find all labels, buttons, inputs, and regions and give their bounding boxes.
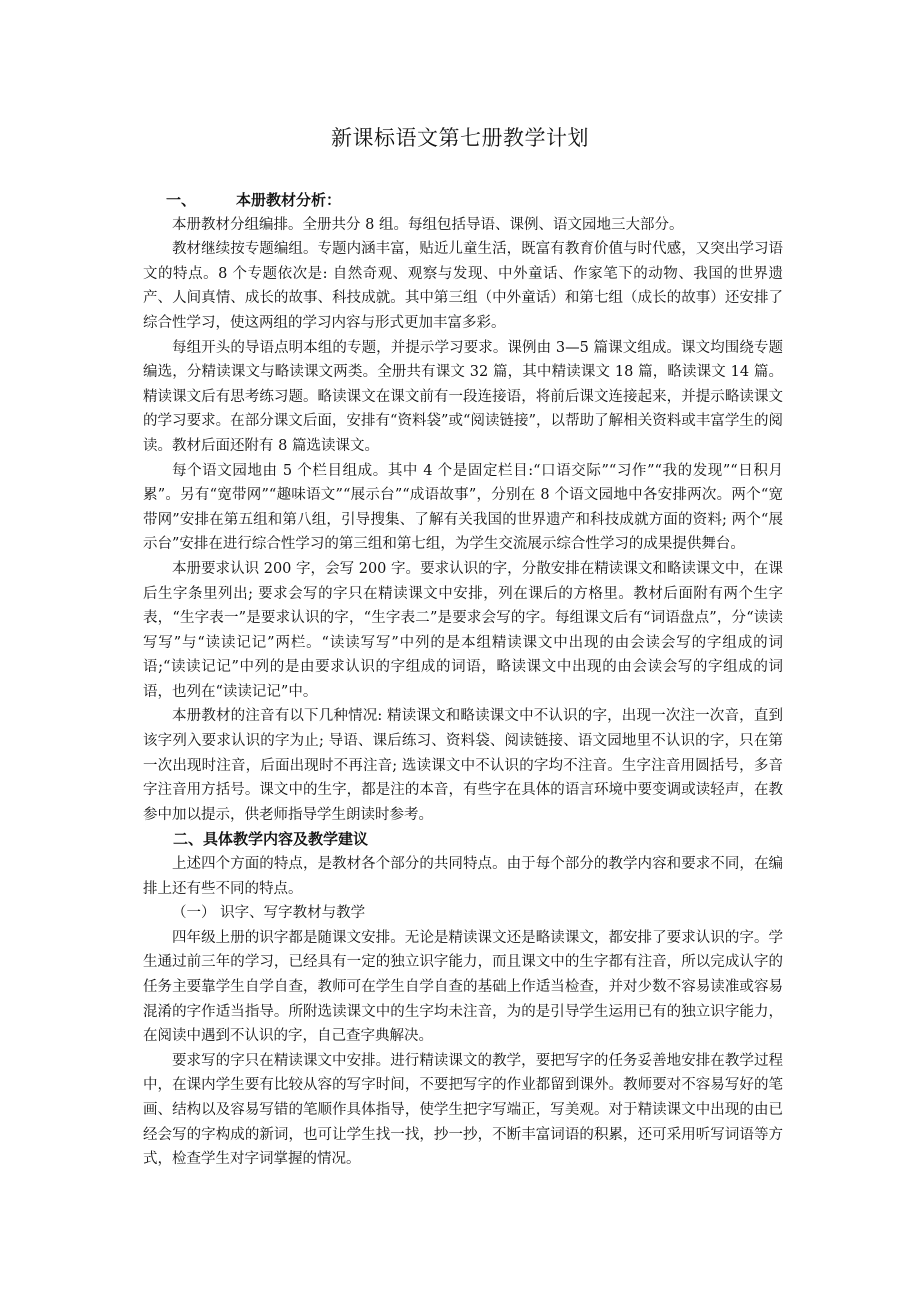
section-1-number: 一、 xyxy=(166,191,197,209)
section-2-heading: 二、具体教学内容及教学建议 xyxy=(173,830,369,849)
section-1-title: 本册教材分析： xyxy=(236,191,342,209)
document-body xyxy=(143,188,783,1172)
paragraph: 教材继续按专题编组。专题内涵丰富，贴近儿童生活，既富有教育价值与时代感，又突出学习语文的特点。8 个专题依次是: 自然奇观、观察与发现、中外童话、作家笔下的动物、我国的世界遗产、人间真情、成长的故事、科技成就。其中第三组（中外童话）和第七组（成长的故事）还安排了综合性学习，使这两组的学习内容与形式更加丰富多彩。 xyxy=(143,241,783,331)
paragraph: 每组开头的导语点明本组的专题，并提示学习要求。课例由 3—5 篇课文组成。课文均围绕专题编选，分精读课文与略读课文两类。全册共有课文 32 篇，其中精读课文 18 篇，略读课文 14 篇。精读课文后有思考练习题。略读课文在课文前有一段连接语，将前后课文连接起来，并提示略读课文的学习要求。在部分课文后面，安排有“资料袋”或“阅读链接”，以帮助了解相关资料或丰富学生的阅读。教材后面还附有 8 篇选读课文。 xyxy=(143,339,783,454)
paragraph: 每个语文园地由 5 个栏目组成。其中 4 个是固定栏目:“口语交际”“习作”“我的发现”“日积月累”。另有“宽带网”“趣味语文”“展示台”“成语故事”，分别在 8 个语文园地中各安排两次。两个“宽带网”安排在第五组和第八组，引导搜集、了解有关我国的世界遗产和科技成就方面的资料; 两个“展示台”安排在进行综合性学习的第三组和第七组，为学生交流展示综合性学习的成果提供舞台。 xyxy=(143,462,783,553)
subsection-1-heading: （一） 识字、写字教材与教学 xyxy=(172,905,366,922)
paragraph: 四年级上册的识字都是随课文安排。无论是精读课文还是略读课文，都安排了要求认识的字。学生通过前三年的学习，已经具有一定的独立识字能力，而且课文中的生字都有注音，所以完成认字的任务主要靠学生自学自查，教师可在学生自学自查的基础上作适当检查，并对少数不容易读准或容易混淆的字作适当指导。所附选读课文中的生字均未注音，为的是引导学生运用已有的独立识字能力，在阅读中遇到不认识的字，自己查字典解决。 xyxy=(143,929,783,1045)
section-1-heading xyxy=(143,188,783,213)
paragraph: 上述四个方面的特点，是教材各个部分的共同特点。由于每个部分的教学内容和要求不同，在编排上还有些不同的特点。 xyxy=(143,856,783,897)
page-title: 新课标语文第七册教学计划 xyxy=(331,126,589,150)
paragraph: 要求写的字只在精读课文中安排。进行精读课文的教学，要把写字的任务妥善地安排在教学过程中，在课内学生要有比较从容的写字时间，不要把写字的作业都留到课外。教师要对不容易写好的笔画、结构以及容易写错的笔顺作具体指导，使学生把字写端正，写美观。对于精读课文中出现的由已经会写的字构成的新词，也可让学生找一找，抄一抄，不断丰富词语的积累，还可采用听写词语等方式，检查学生对字词掌握的情况。 xyxy=(143,1052,783,1168)
paragraph: 本册要求认识 200 字，会写 200 字。要求认识的字，分散安排在精读课文和略读课文中，在课后生字条里列出; 要求会写的字只在精读课文中安排，列在课后的方格里。教材后面附有两个生字表，“生字表一”是要求认识的字，“生字表二”是要求会写的字。每组课文后有“词语盘点”，分“读读写写”与“读读记记”两栏。“读读写写”中列的是本组精读课文中出现的由会读会写的字组成的词语;“读读记记”中列的是由要求认识的字组成的词语，略读课文中出现的由会读会写的字组成的词语，也列在“读读记记”中。 xyxy=(143,560,783,700)
paragraph: 本册教材的注音有以下几种情况: 精读课文和略读课文中不认识的字，出现一次注一次音，直到该字列入要求认识的字为止; 导语、课后练习、资料袋、阅读链接、语文园地里不认识的字，只在第一次出现时注音，后面出现时不再注音; 选读课文中不认识的字均不注音。生字注音用圆括号，多音字注音用方括号。课文中的生字，都是注的本音，有些字在具体的语言环境中要变调或读轻声，在教参中加以提示，供老师指导学生朗读时参考。 xyxy=(143,708,783,823)
paragraph: 本册教材分组编排。全册共分 8 组。每组包括导语、课例、语文园地三大部分。 xyxy=(172,216,684,233)
